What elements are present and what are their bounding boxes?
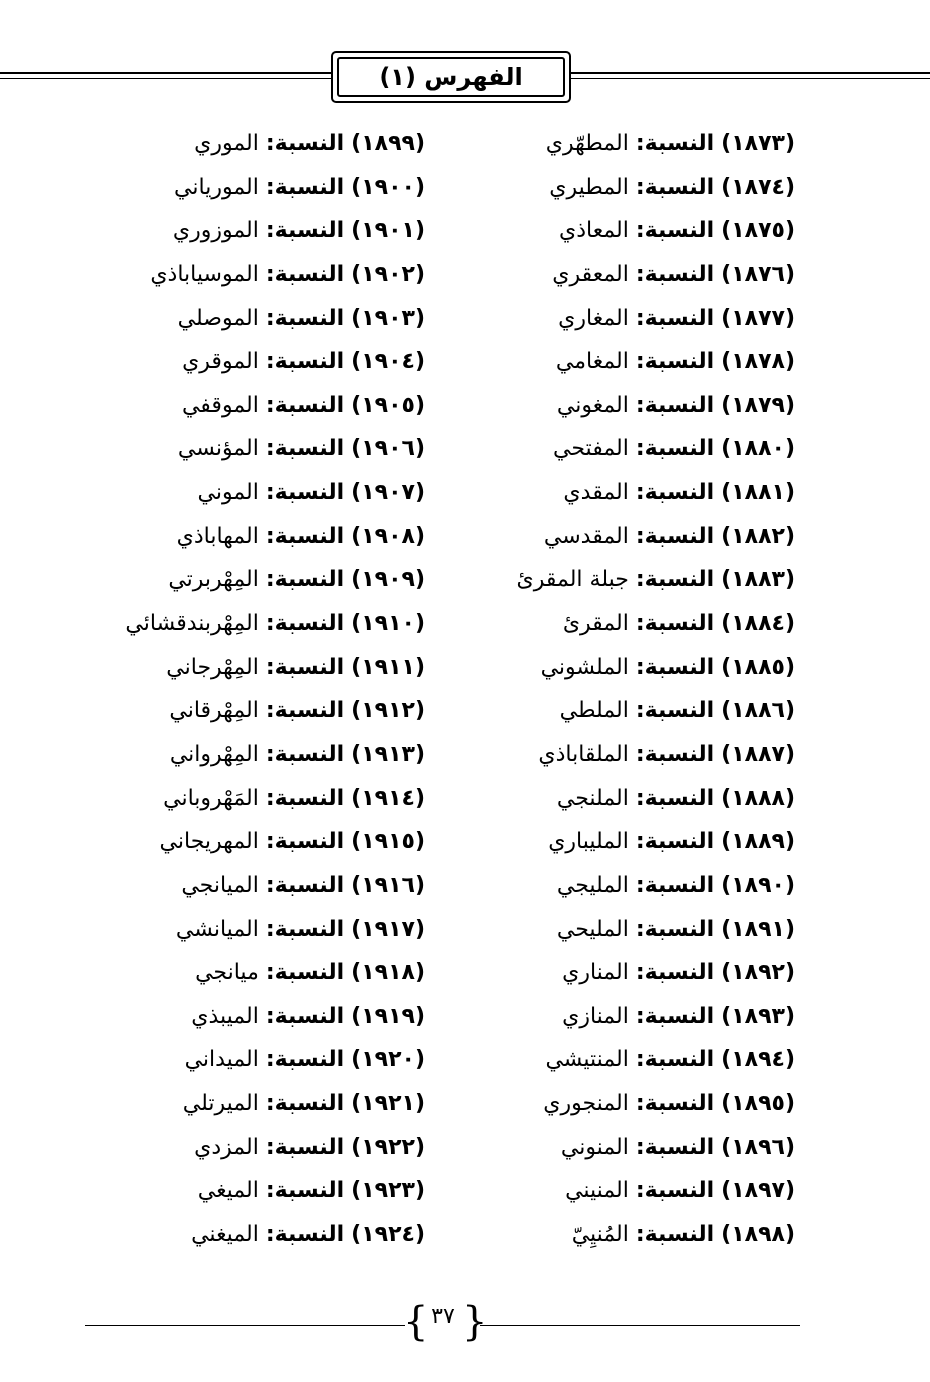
entry-label: النسبة: <box>265 916 345 942</box>
entry-label: النسبة: <box>265 829 345 855</box>
entry-name: المقدسي <box>543 523 629 549</box>
entry-name: الميبذي <box>191 1003 259 1029</box>
entry-number: (١٨٨٥) <box>721 654 795 680</box>
entry-number: (١٩١٩) <box>351 1003 425 1029</box>
index-entry <box>45 253 425 297</box>
entry-label: النسبة: <box>265 1047 345 1073</box>
entry-name: المليباري <box>548 829 629 855</box>
entry-name: المغامي <box>555 349 629 375</box>
entry-number: (١٨٩٤) <box>721 1047 795 1073</box>
index-entry <box>45 209 425 253</box>
entry-label: النسبة: <box>635 261 715 287</box>
entry-name: المِهْربندقشائي <box>125 611 259 637</box>
entry-name: ميانجي <box>195 960 259 986</box>
entry-label: النسبة: <box>635 829 715 855</box>
entry-label: النسبة: <box>265 872 345 898</box>
entry-name: الميغني <box>191 1222 259 1248</box>
index-entry <box>45 297 425 341</box>
entry-number: (١٩٢٢) <box>351 1134 425 1160</box>
index-entry <box>45 689 425 733</box>
entry-name: الميانجي <box>181 872 259 898</box>
index-entry <box>45 122 425 166</box>
footer-brace-right: } <box>462 1299 488 1345</box>
entry-name: المُنيِيّ <box>571 1222 629 1248</box>
entry-number: (١٩٠٦) <box>351 436 425 462</box>
entry-label: النسبة: <box>265 1222 345 1248</box>
entry-label: النسبة: <box>265 218 345 244</box>
entry-label: النسبة: <box>635 698 715 724</box>
entry-name: الميرتلي <box>182 1091 259 1117</box>
index-entry <box>45 602 425 646</box>
entry-name: المليحي <box>556 916 629 942</box>
index-entry <box>395 384 795 428</box>
entry-number: (١٨٨٧) <box>721 741 795 767</box>
entry-number: (١٨٨٦) <box>721 698 795 724</box>
entry-label: النسبة: <box>265 698 345 724</box>
entry-name: المطهّري <box>545 131 629 156</box>
entry-number: (١٩٢١) <box>351 1091 425 1117</box>
index-entry <box>395 297 795 341</box>
entry-name: المقدي <box>563 480 629 506</box>
entry-name: الموریاني <box>174 174 259 200</box>
entry-label: النسبة: <box>635 174 715 200</box>
index-entry <box>45 1038 425 1082</box>
index-entry <box>395 558 795 602</box>
entry-number: (١٩١٧) <box>351 916 425 942</box>
entry-name: الميغي <box>197 1178 259 1204</box>
index-entry <box>45 558 425 602</box>
entry-name: المقرئ <box>562 611 629 637</box>
entry-name: الملشوني <box>540 654 629 680</box>
index-entry <box>45 515 425 559</box>
entry-number: (١٨٩٨) <box>721 1222 795 1248</box>
entry-name: المِهْرواني <box>169 741 259 767</box>
footer-rule-right <box>480 1325 800 1326</box>
index-entry <box>395 253 795 297</box>
entry-number: (١٨٧٧) <box>721 305 795 331</box>
entry-number: (١٩٢٤) <box>351 1222 425 1248</box>
entry-label: النسبة: <box>635 1222 715 1248</box>
index-entry <box>45 384 425 428</box>
entry-number: (١٩١٣) <box>351 741 425 767</box>
entry-number: (١٨٧٦) <box>721 261 795 287</box>
entry-label: النسبة: <box>635 567 715 593</box>
header-rule-right-bottom <box>571 78 930 79</box>
entry-name: المؤنسي <box>177 436 259 462</box>
entry-label: النسبة: <box>635 741 715 767</box>
entry-number: (١٩٠٣) <box>351 305 425 331</box>
entry-name: الملقاباذي <box>538 741 629 767</box>
entry-label: النسبة: <box>635 131 715 156</box>
index-entry <box>395 1082 795 1126</box>
index-entry <box>395 340 795 384</box>
entry-number: (١٩٠٠) <box>351 174 425 200</box>
entry-name: المزدي <box>194 1134 259 1160</box>
entry-number: (١٩١٦) <box>351 872 425 898</box>
entry-label: النسبة: <box>265 741 345 767</box>
entry-number: (١٩٢٣) <box>351 1178 425 1204</box>
entry-number: (١٩٠٤) <box>351 349 425 375</box>
entry-name: المليجي <box>556 872 629 898</box>
entry-number: (١٩١٥) <box>351 829 425 855</box>
entry-label: النسبة: <box>635 872 715 898</box>
entry-name: المناري <box>562 960 629 986</box>
index-entry <box>45 951 425 995</box>
entry-label: النسبة: <box>265 436 345 462</box>
index-entry <box>45 733 425 777</box>
entry-number: (١٩١٢) <box>351 698 425 724</box>
entry-number: (١٨٩٥) <box>721 1091 795 1117</box>
entry-name: المِهْربرتي <box>168 567 259 593</box>
entry-number: (١٨٧٩) <box>721 392 795 418</box>
entry-name: الموقري <box>182 349 259 375</box>
entry-number: (١٩٠٧) <box>351 480 425 506</box>
entry-name: الموزوري <box>172 218 259 244</box>
entry-number: (١٩٢٠) <box>351 1047 425 1073</box>
entry-number: (١٨٨٠) <box>721 436 795 462</box>
entry-number: (١٨٧٥) <box>721 218 795 244</box>
index-entry <box>395 777 795 821</box>
index-entry <box>395 1169 795 1213</box>
entry-number: (١٩١١) <box>351 654 425 680</box>
index-entry <box>45 908 425 952</box>
left-index-column <box>45 122 425 1257</box>
entry-label: النسبة: <box>265 1134 345 1160</box>
entry-label: النسبة: <box>265 392 345 418</box>
index-entry <box>45 646 425 690</box>
entry-name: المطيري <box>549 174 629 200</box>
entry-name: المعقري <box>552 261 629 287</box>
entry-label: النسبة: <box>265 785 345 811</box>
entry-label: النسبة: <box>265 261 345 287</box>
entry-label: النسبة: <box>635 436 715 462</box>
index-entry <box>45 427 425 471</box>
header-rule-left-bottom <box>0 78 331 79</box>
entry-name: الميانشي <box>175 916 259 942</box>
entry-label: النسبة: <box>635 523 715 549</box>
index-entry <box>45 1213 425 1257</box>
index-entry <box>45 864 425 908</box>
index-entry <box>395 1126 795 1170</box>
entry-label: النسبة: <box>635 218 715 244</box>
entry-number: (١٨٨٨) <box>721 785 795 811</box>
entry-number: (١٨٨٤) <box>721 611 795 637</box>
entry-label: النسبة: <box>265 480 345 506</box>
entry-number: (١٨٩٠) <box>721 872 795 898</box>
entry-label: النسبة: <box>265 611 345 637</box>
index-entry <box>45 1082 425 1126</box>
entry-label: النسبة: <box>635 916 715 942</box>
header-title-box <box>331 51 571 103</box>
index-entry <box>395 864 795 908</box>
entry-name: المَهْروباني <box>163 785 259 811</box>
entry-number: (١٩٠٢) <box>351 261 425 287</box>
entry-label: النسبة: <box>265 567 345 593</box>
index-entry <box>395 820 795 864</box>
entry-label: النسبة: <box>635 611 715 637</box>
entry-name: المنجوري <box>543 1091 629 1117</box>
entry-label: النسبة: <box>265 305 345 331</box>
index-entry <box>395 908 795 952</box>
entry-number: (١٩١٨) <box>351 960 425 986</box>
entry-number: (١٨٧٤) <box>721 174 795 200</box>
entry-label: النسبة: <box>635 305 715 331</box>
entry-name: المنازي <box>562 1003 629 1029</box>
index-entry <box>395 1213 795 1257</box>
index-entry <box>45 1126 425 1170</box>
entry-label: النسبة: <box>265 654 345 680</box>
index-entry <box>395 689 795 733</box>
entry-number: (١٨٩٢) <box>721 960 795 986</box>
entry-name: المنتيشي <box>545 1047 629 1073</box>
entry-name: الموني <box>197 480 259 506</box>
index-entry <box>45 820 425 864</box>
entry-name: المعاذي <box>558 218 629 244</box>
entry-name: المهريجاني <box>159 829 259 855</box>
index-entry <box>395 602 795 646</box>
entry-label: النسبة: <box>265 131 345 156</box>
index-entry <box>395 733 795 777</box>
entry-label: النسبة: <box>635 480 715 506</box>
index-entry <box>45 340 425 384</box>
entry-label: النسبة: <box>635 392 715 418</box>
entry-number: (١٨٨٣) <box>721 567 795 593</box>
index-entry <box>395 166 795 210</box>
entry-number: (١٨٨١) <box>721 480 795 506</box>
footer-rule-left <box>85 1325 405 1326</box>
entry-number: (١٨٩٣) <box>721 1003 795 1029</box>
entry-name: جبلة المقرئ <box>516 567 629 593</box>
entry-label: النسبة: <box>265 174 345 200</box>
entry-label: النسبة: <box>265 1178 345 1204</box>
index-entry <box>45 995 425 1039</box>
entry-label: النسبة: <box>635 654 715 680</box>
entry-name: المنوني <box>560 1134 629 1160</box>
right-index-column <box>395 122 795 1257</box>
index-entry <box>395 122 795 166</box>
index-entry <box>45 1169 425 1213</box>
entry-name: الميداني <box>184 1047 259 1073</box>
index-entry <box>395 427 795 471</box>
index-entry <box>395 471 795 515</box>
entry-number: (١٨٧٨) <box>721 349 795 375</box>
header-rule-left-top <box>0 72 331 74</box>
entry-number: (١٨٧٣) <box>721 131 795 156</box>
index-entry <box>45 471 425 515</box>
entry-label: النسبة: <box>635 1047 715 1073</box>
entry-number: (١٨٩٩) <box>351 131 425 156</box>
entry-label: النسبة: <box>265 349 345 375</box>
entry-label: النسبة: <box>265 1003 345 1029</box>
entry-label: النسبة: <box>265 960 345 986</box>
entry-number: (١٨٩٦) <box>721 1134 795 1160</box>
index-entry <box>395 209 795 253</box>
entry-label: النسبة: <box>265 523 345 549</box>
index-entry <box>45 777 425 821</box>
index-entry <box>395 646 795 690</box>
page-number: ٣٧ <box>431 1304 455 1329</box>
index-entry <box>395 515 795 559</box>
entry-label: النسبة: <box>635 785 715 811</box>
entry-label: النسبة: <box>635 1003 715 1029</box>
entry-number: (١٩٠١) <box>351 218 425 244</box>
entry-label: النسبة: <box>635 349 715 375</box>
index-entry <box>395 951 795 995</box>
index-entry <box>395 1038 795 1082</box>
entry-name: المِهْرجاني <box>166 654 259 680</box>
entry-name: الملطي <box>559 698 629 724</box>
entry-number: (١٩١٤) <box>351 785 425 811</box>
entry-label: النسبة: <box>635 1134 715 1160</box>
entry-number: (١٩٠٩) <box>351 567 425 593</box>
index-entry <box>395 995 795 1039</box>
entry-name: المنيني <box>565 1178 629 1204</box>
entry-name: الموسياباذي <box>150 261 259 287</box>
entry-name: الملنجي <box>556 785 629 811</box>
entry-name: الموري <box>194 131 259 156</box>
index-entry <box>45 166 425 210</box>
entry-name: المغوني <box>556 392 629 418</box>
entry-number: (١٩٠٨) <box>351 523 425 549</box>
entry-name: الموقفي <box>181 392 259 418</box>
entry-name: المغاري <box>558 305 629 331</box>
entry-number: (١٩١٠) <box>351 611 425 637</box>
entry-name: المهاباذي <box>176 523 259 549</box>
entry-name: المِهْرقاني <box>169 698 259 724</box>
entry-number: (١٩٠٥) <box>351 392 425 418</box>
entry-label: النسبة: <box>635 1178 715 1204</box>
footer-brace-left: { <box>403 1299 429 1345</box>
entry-name: الموصلي <box>177 305 259 331</box>
entry-number: (١٨٨٢) <box>721 523 795 549</box>
entry-label: النسبة: <box>265 1091 345 1117</box>
entry-name: المفتحي <box>553 436 629 462</box>
page-title: الفهرس (١) <box>337 57 565 97</box>
entry-label: النسبة: <box>635 960 715 986</box>
header-rule-right-top <box>571 72 930 74</box>
entry-label: النسبة: <box>635 1091 715 1117</box>
entry-number: (١٨٩١) <box>721 916 795 942</box>
entry-number: (١٨٩٧) <box>721 1178 795 1204</box>
entry-number: (١٨٨٩) <box>721 829 795 855</box>
